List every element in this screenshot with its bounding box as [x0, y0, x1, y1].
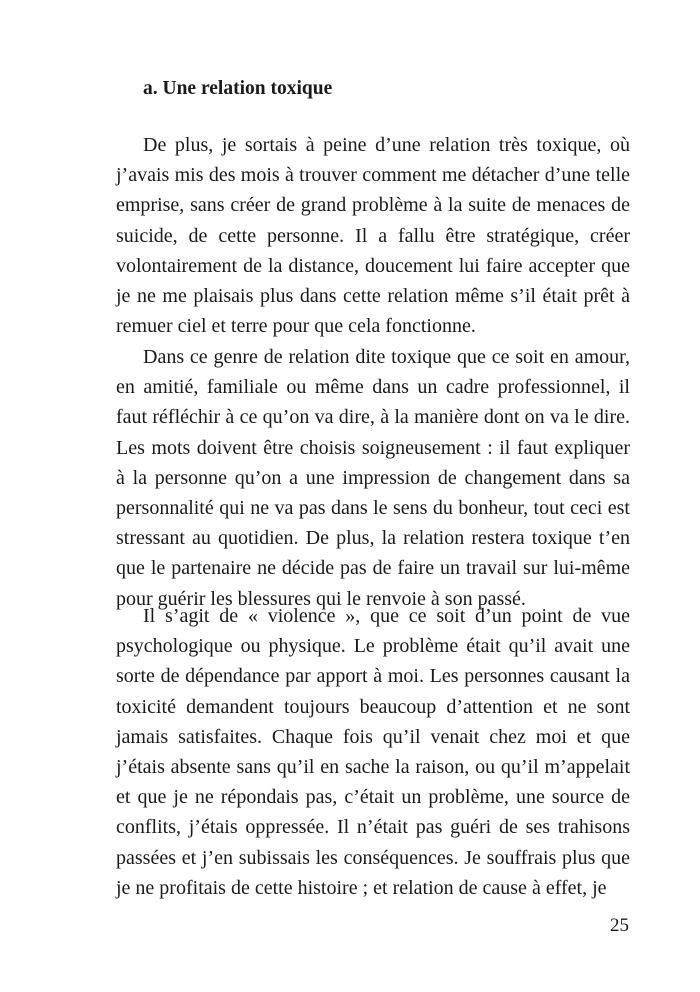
- body-paragraph-1: De plus, je sortais à peine d’une relation très toxique, où j’avais mis des mois à trouver comment me détacher d’une telle emprise, sans créer de grand problème à la suite de menaces de suicide, de cette personne. Il a fallu être stratégique, créer volontairement de la distance, doucement lui faire accepter que je ne me plaisais plus dans cette relation même s’il était prêt à remuer ciel et terre pour que cela fonctionne.: [116, 134, 630, 338]
- body-paragraph-2: Dans ce genre de relation dite toxique que ce soit en amour, en amitié, familiale ou même dans un cadre professionnel, il faut réfléchir à ce qu’on va dire, à la manière dont on va le dire. Les mots doivent être choisis soigneusement : il faut expliquer à la personne qu’on a une impression de changement dans sa personnalité qui ne va pas dans le sens du bonheur, tout ceci est stressant au quotidien. De plus, la relation restera toxique t’en que le partenaire ne décide pas de faire un travail sur lui-même pour guérir les blessures qui le renvoie à son passé.: [116, 346, 630, 610]
- page-number: 25: [610, 915, 629, 936]
- body-paragraph-3: Il s’agit de « violence », que ce soit d’un point de vue psychologique ou physique. Le problème était qu’il avait une sorte de dépendance par apport à moi. Les personnes causant la toxicité demandent toujours beaucoup d’attention et ne sont jamais satisfaites. Chaque fois qu’il venait chez moi et que j’étais absente sans qu’il en sache la raison, ou qu’il m’appelait et que je ne répondais pas, c’était un problème, une source de conflits, j’étais oppressée. Il n’était pas guéri de ses trahisons passées et j’en subissais les conséquences. Je souffrais plus que je ne profitais de cette histoire ; et relation de cause à effet, je: [116, 605, 630, 899]
- section-heading: a. Une relation toxique: [143, 78, 333, 99]
